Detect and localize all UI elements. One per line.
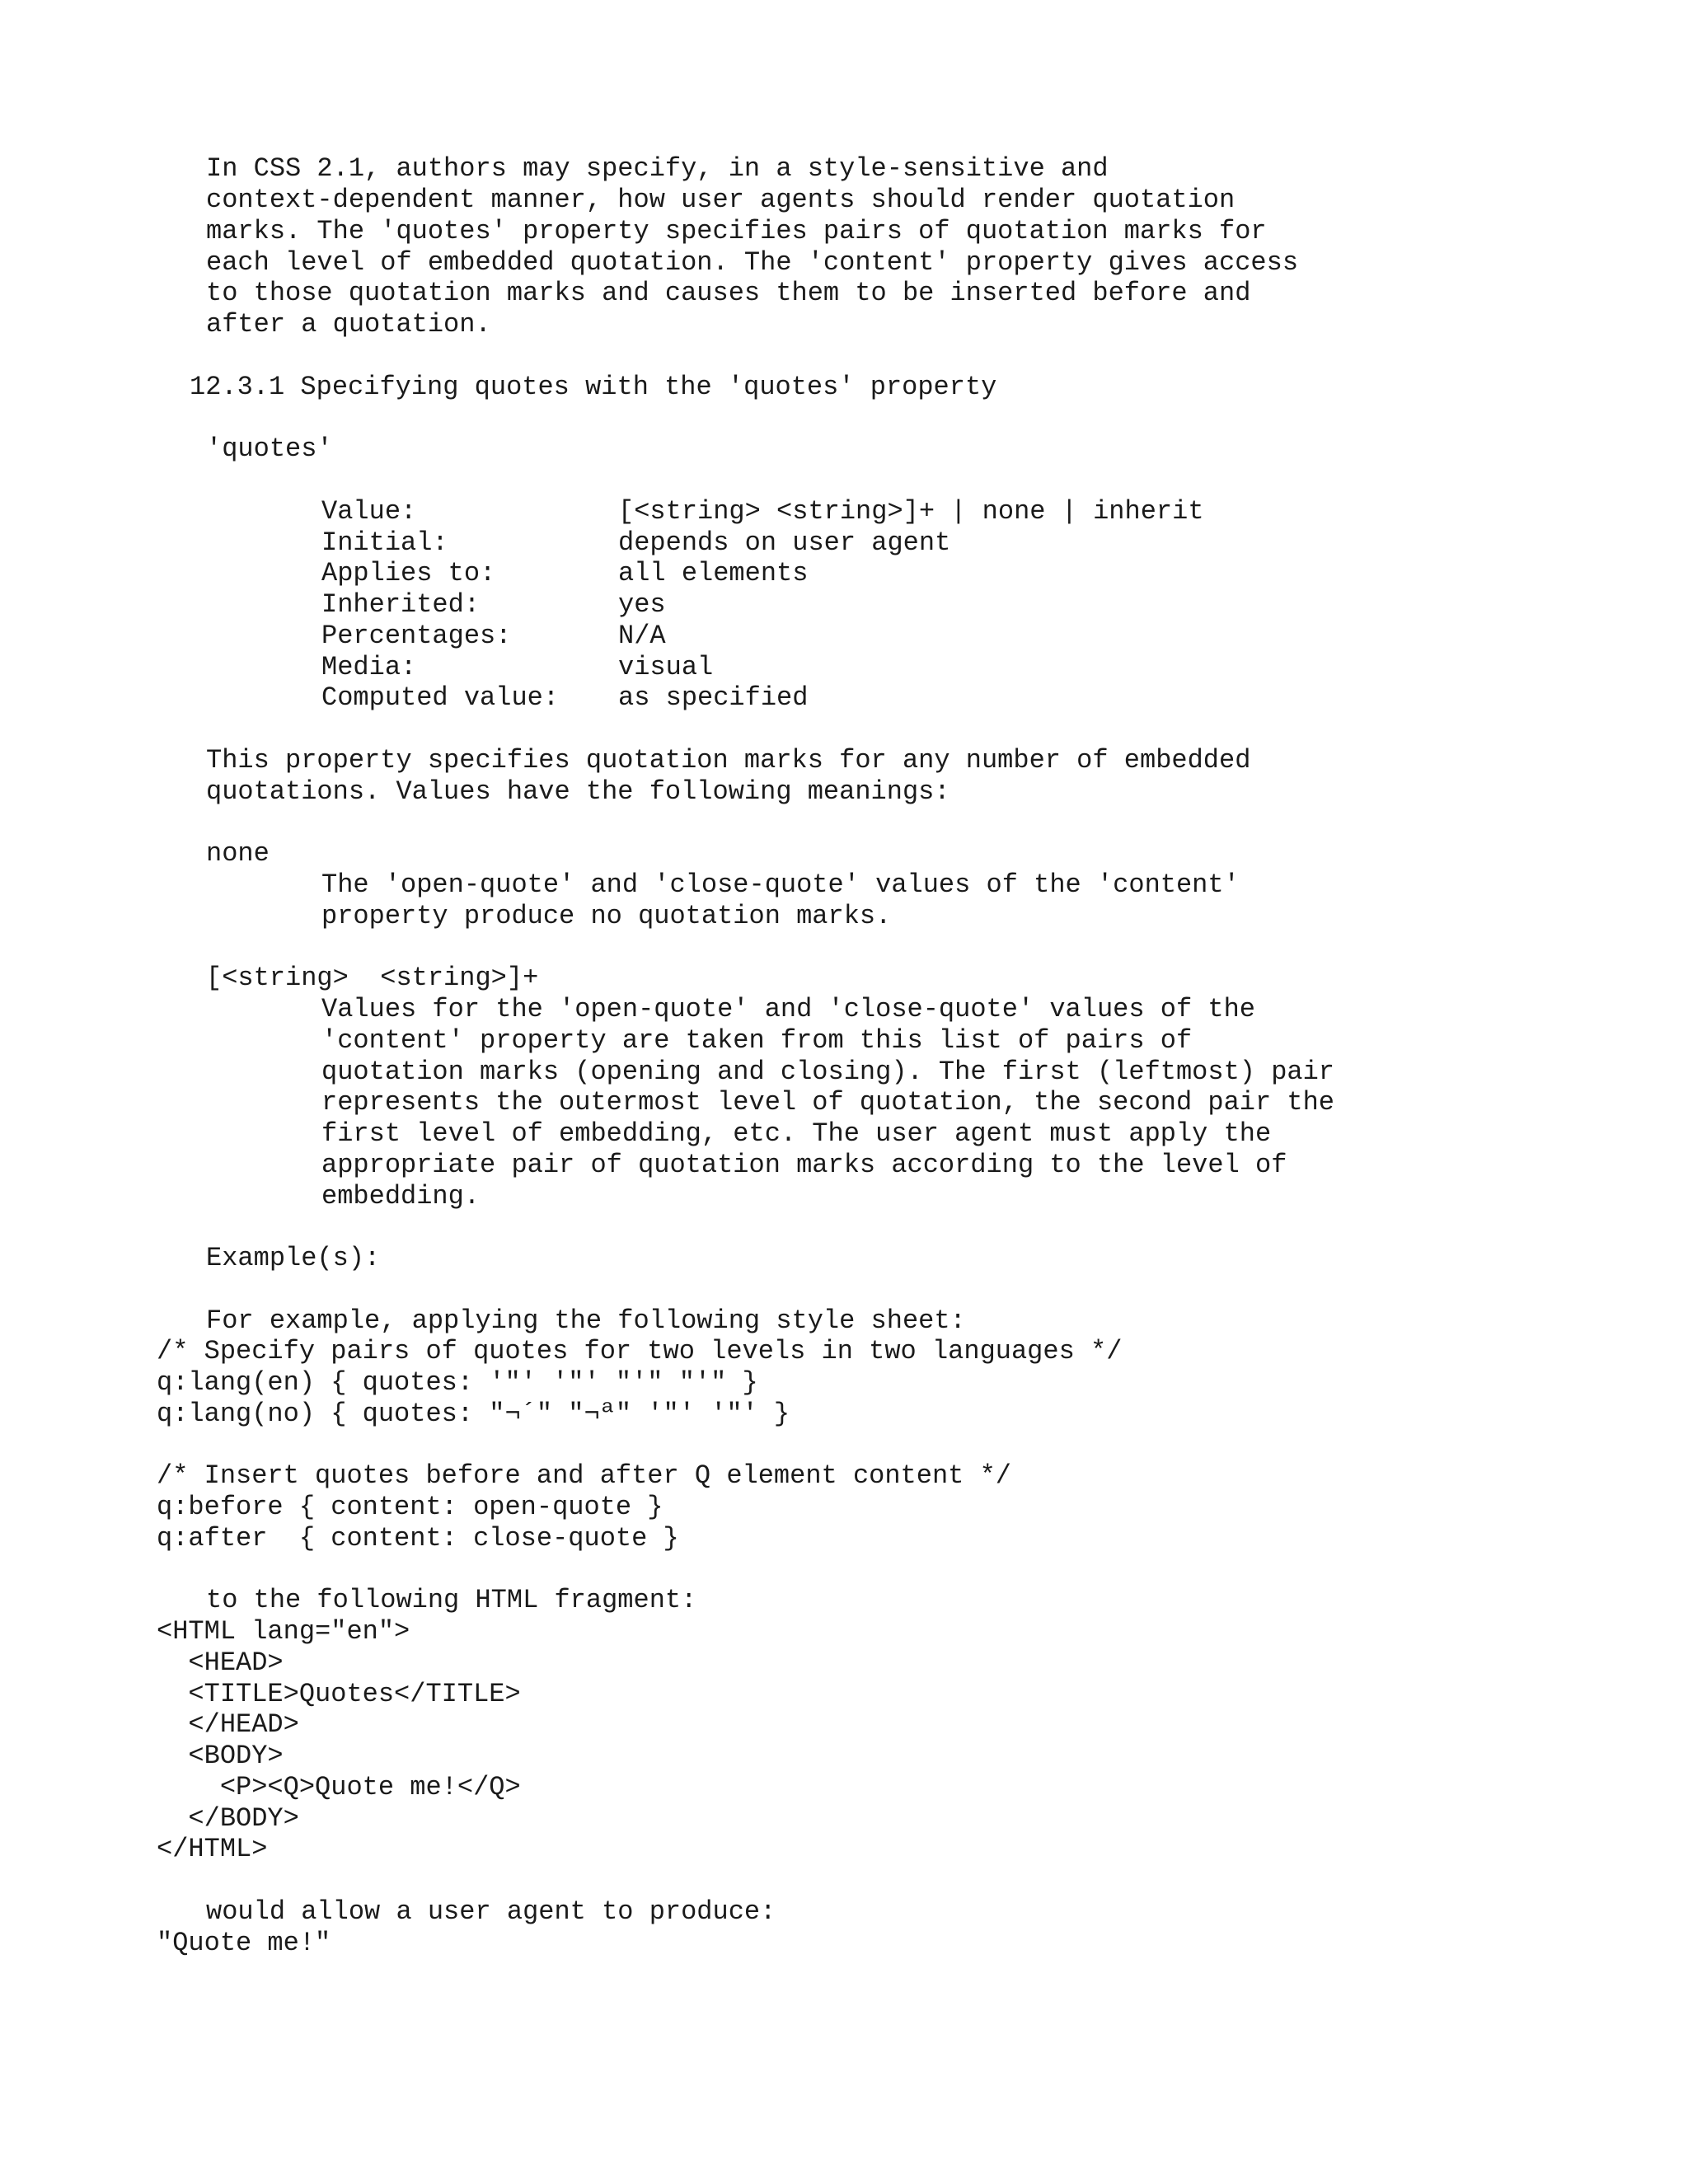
term-string-desc-line: embedding.	[321, 1181, 481, 1212]
property-value: all elements	[618, 558, 809, 588]
property-label: Percentages:	[321, 621, 512, 651]
term-string: [<string> <string>]+	[206, 963, 539, 993]
intro-line: marks. The 'quotes' property specifies pairs of quotation marks for	[206, 216, 1267, 246]
code-line: <P><Q>Quote me!</Q>	[157, 1772, 521, 1802]
property-value: as specified	[618, 682, 809, 713]
example-intro: For example, applying the following style sheet:	[206, 1305, 966, 1336]
code-line: q:before { content: open-quote }	[157, 1492, 663, 1522]
code-line: /* Insert quotes before and after Q element content */	[157, 1460, 1011, 1491]
term-string-desc-line: quotation marks (opening and closing). The first (leftmost) pair	[321, 1057, 1334, 1087]
section-heading: 12.3.1 Specifying quotes with the 'quotes' property	[190, 372, 997, 402]
intro-line: In CSS 2.1, authors may specify, in a style-sensitive and	[206, 153, 1109, 184]
property-label: Value:	[321, 496, 417, 527]
term-string-desc-line: represents the outermost level of quotation, the second pair the	[321, 1087, 1334, 1118]
code-line: <TITLE>Quotes</TITLE>	[157, 1679, 521, 1709]
property-label: Inherited:	[321, 589, 481, 620]
property-value: visual	[618, 652, 714, 682]
property-label: Applies to:	[321, 558, 496, 588]
code-line: </HEAD>	[157, 1709, 299, 1740]
term-none: none	[206, 838, 270, 869]
property-value: depends on user agent	[618, 527, 951, 558]
html-intro: to the following HTML fragment:	[206, 1585, 697, 1615]
result-intro: would allow a user agent to produce:	[206, 1896, 776, 1927]
code-line: q:after { content: close-quote }	[157, 1523, 679, 1554]
result-output: "Quote me!"	[157, 1928, 331, 1958]
code-line: <HEAD>	[157, 1647, 284, 1678]
intro-line: after a quotation.	[206, 309, 491, 340]
code-line: <HTML lang="en">	[157, 1616, 410, 1647]
examples-label: Example(s):	[206, 1243, 381, 1273]
meanings-line: This property specifies quotation marks for any number of embedded	[206, 745, 1251, 776]
code-line: </BODY>	[157, 1803, 299, 1834]
term-string-desc-line: first level of embedding, etc. The user agent must apply the	[321, 1118, 1272, 1149]
property-value: [<string> <string>]+ | none | inherit	[618, 496, 1204, 527]
property-value: yes	[618, 589, 666, 620]
code-line: q:lang(en) { quotes: '"' '"' "'" "'" }	[157, 1367, 758, 1398]
intro-line: context-dependent manner, how user agents should render quotation	[206, 185, 1236, 215]
property-label: Media:	[321, 652, 417, 682]
property-label: Initial:	[321, 527, 448, 558]
term-none-desc-line: property produce no quotation marks.	[321, 901, 892, 931]
meanings-line: quotations. Values have the following meanings:	[206, 776, 950, 807]
code-line: </HTML>	[157, 1834, 268, 1864]
intro-line: each level of embedded quotation. The 'content' property gives access	[206, 247, 1299, 278]
code-line: <BODY>	[157, 1741, 284, 1771]
code-line: /* Specify pairs of quotes for two levels in two languages */	[157, 1336, 1123, 1366]
intro-line: to those quotation marks and causes them to be inserted before and	[206, 278, 1251, 308]
term-string-desc-line: appropriate pair of quotation marks according to the level of	[321, 1150, 1287, 1180]
term-string-desc-line: 'content' property are taken from this list of pairs of	[321, 1025, 1193, 1056]
term-string-desc-line: Values for the 'open-quote' and 'close-quote' values of the	[321, 994, 1255, 1024]
property-label: Computed value:	[321, 682, 560, 713]
property-value: N/A	[618, 621, 666, 651]
term-none-desc-line: The 'open-quote' and 'close-quote' values of the 'content'	[321, 869, 1240, 900]
property-name: 'quotes'	[206, 434, 333, 464]
code-line: q:lang(no) { quotes: "¬´" "¬ª" '"' '"' }	[157, 1399, 790, 1429]
